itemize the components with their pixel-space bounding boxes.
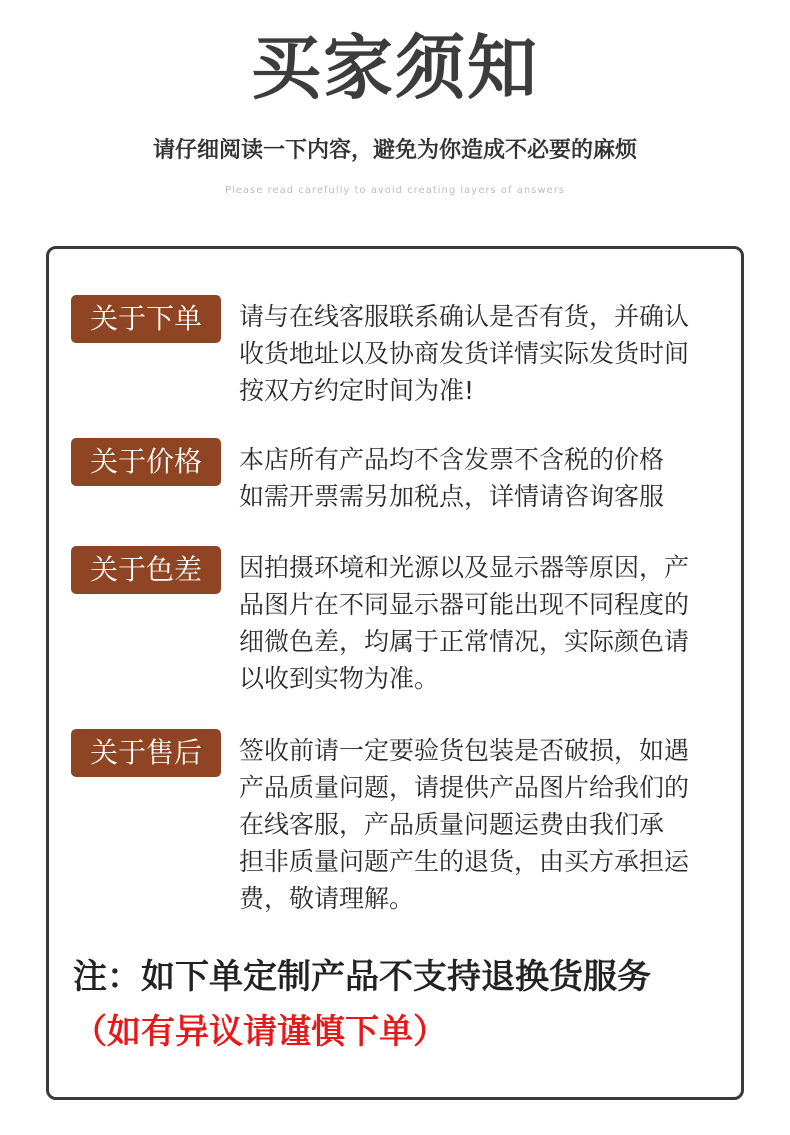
page-subtitle-english: Please read carefully to avoid creating layers of answers [224, 185, 566, 196]
section-tag: 关于售后 [71, 729, 221, 777]
text-line: 品图片在不同显示器可能出现不同程度的 [239, 590, 690, 619]
section-body [239, 298, 719, 409]
text-line: 在线客服，产品质量问题运费由我们承 [239, 810, 665, 839]
section-tag: 关于下单 [71, 295, 221, 343]
text-line: 细微色差，均属于正常情况，实际颜色请 [239, 627, 690, 656]
text-line: 按双方约定时间为准! [239, 376, 475, 405]
section-body [239, 441, 719, 515]
page-title: 买家须知 [251, 27, 539, 109]
text-line: 费，敬请理解。 [239, 884, 415, 913]
text-line: 本店所有产品均不含发票不含税的价格 [239, 445, 665, 474]
text-line: 因拍摄环境和光源以及显示器等原因，产 [239, 553, 690, 582]
text-line: 签收前请一定要验货包装是否破损，如遇 [239, 736, 690, 765]
text-line: 担非质量问题产生的退货，由买方承担运 [239, 847, 690, 876]
text-line: 请与在线客服联系确认是否有货，并确认 [239, 302, 690, 331]
text-line: 以收到实物为准。 [239, 664, 440, 693]
notice-box [46, 246, 744, 1100]
caution-warning: （如有异议请谨慎下单） [73, 1012, 447, 1052]
section-tag: 关于价格 [71, 438, 221, 486]
custom-order-note: 注：如下单定制产品不支持退换货服务 [73, 957, 651, 997]
page-subtitle: 请仔细阅读一下内容，避免为你造成不必要的麻烦 [152, 138, 637, 163]
section-body [239, 549, 719, 697]
section-body [239, 732, 719, 917]
text-line: 产品质量问题，请提供产品图片给我们的 [239, 773, 690, 802]
section-tag: 关于色差 [71, 546, 221, 594]
text-line: 如需开票需另加税点，详情请咨询客服 [239, 482, 665, 511]
text-line: 收货地址以及协商发货详情实际发货时间 [239, 339, 690, 368]
